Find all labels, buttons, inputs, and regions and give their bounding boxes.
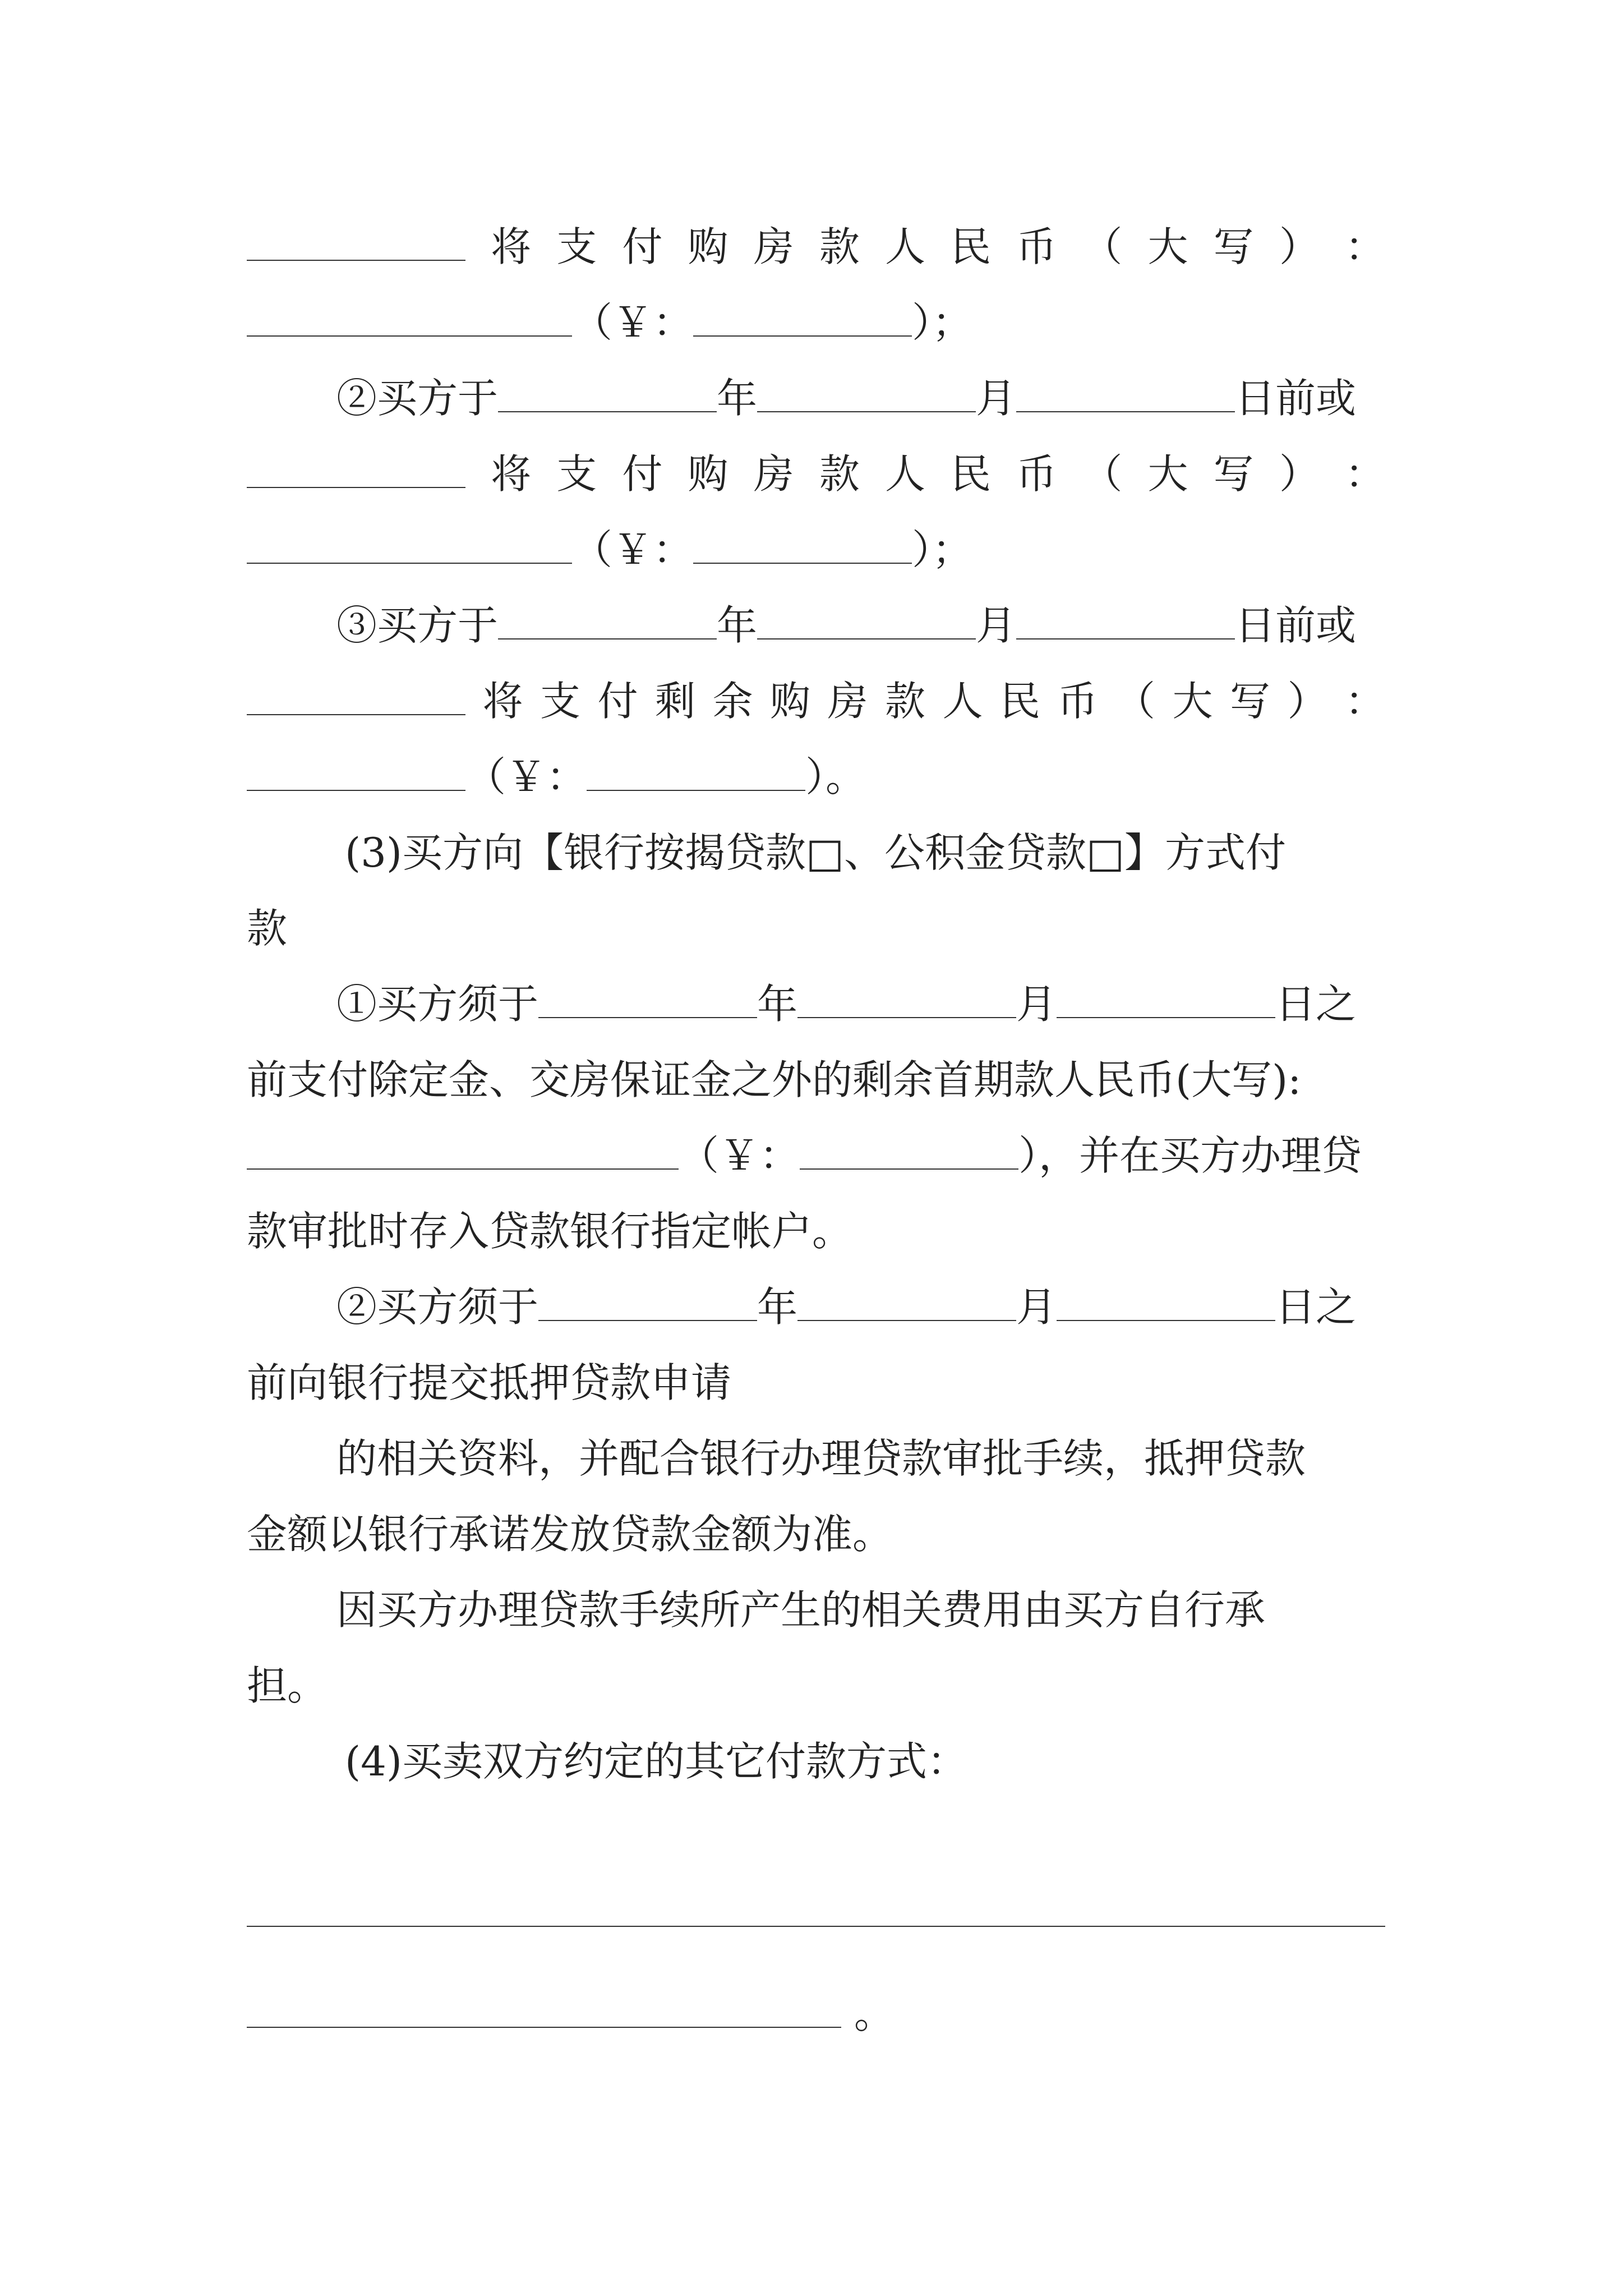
char: 大 [1147, 223, 1188, 270]
text-line-4 [247, 435, 1385, 513]
year-label: 年 [717, 602, 758, 649]
amount-close: ），并在买方办理贷 [1018, 1132, 1362, 1179]
clause-lead: ③买方于 [336, 602, 499, 649]
char: ： [1344, 450, 1385, 498]
fill-blank [247, 540, 572, 564]
amount-close: ）； [912, 299, 973, 346]
amount-open: （￥： [465, 753, 587, 800]
fill-blank [1057, 995, 1275, 1018]
text-line-11 [247, 965, 1385, 1043]
fill-blank [757, 389, 976, 412]
fill-blank [757, 616, 976, 639]
char: 币 [1057, 678, 1098, 725]
char: ） [1287, 678, 1328, 725]
char: 写 [1229, 678, 1270, 725]
day-label: 日之 [1275, 1283, 1357, 1331]
fill-blank [1057, 1297, 1275, 1321]
month-label: 月 [1016, 1283, 1057, 1331]
fill-blank [538, 1297, 757, 1321]
char: （ [1082, 223, 1123, 270]
text-line-16: 前向银行提交抵押贷款申请 [247, 1359, 732, 1406]
fill-blank [247, 767, 465, 791]
char: ） [1279, 450, 1320, 498]
clause-lead: ①买方须于 [336, 981, 539, 1028]
day-label: 日前或 [1235, 375, 1357, 422]
fill-blank [1016, 616, 1235, 639]
char: ： [1344, 678, 1385, 725]
month-label: 月 [1016, 981, 1057, 1028]
char: 款 [884, 678, 925, 725]
fill-blank [800, 1146, 1018, 1170]
day-label: 日前或 [1235, 602, 1357, 649]
char: 支 [556, 450, 597, 498]
char: 写 [1213, 450, 1254, 498]
amount-close: ）； [912, 526, 973, 573]
char: 付 [597, 678, 638, 725]
fill-blank [247, 237, 465, 261]
amount-open: （￥： [572, 526, 694, 573]
fill-blank [693, 313, 912, 337]
char: 购 [769, 678, 810, 725]
text-line-13 [247, 1116, 1385, 1195]
fill-blank [797, 995, 1016, 1018]
char: 购 [688, 450, 728, 498]
char: 付 [622, 450, 663, 498]
month-label: 月 [976, 375, 1017, 422]
text-line-5 [247, 510, 1385, 589]
month-label: 月 [976, 602, 1017, 649]
char: 购 [688, 223, 728, 270]
fill-blank [538, 995, 757, 1018]
char: 人 [942, 678, 983, 725]
text-line-17: 的相关资料，并配合银行办理贷款审批手续，抵押贷款 [336, 1435, 1306, 1482]
clause-lead: ②买方须于 [336, 1283, 539, 1331]
text-line-19: 因买方办理贷款手续所产生的相关费用由买方自行承 [336, 1586, 1266, 1634]
text-line-3 [247, 359, 1385, 438]
text-line-9: (3)买方向【银行按揭贷款□、公积金贷款□】方式付 [345, 829, 1287, 876]
fill-blank [498, 389, 717, 412]
text-line-23 [247, 1975, 1385, 2053]
char: 房 [753, 450, 794, 498]
char: （ [1082, 450, 1123, 498]
char: 款 [819, 450, 860, 498]
fill-blank [797, 1297, 1016, 1321]
clause-lead: ②买方于 [336, 375, 499, 422]
char: 支 [540, 678, 580, 725]
fill-blank [247, 1146, 679, 1170]
end-period: 。 [854, 1990, 895, 2037]
char: 民 [951, 223, 992, 270]
year-label: 年 [717, 375, 758, 422]
char: 剩 [654, 678, 695, 725]
char: 房 [827, 678, 868, 725]
fill-blank-long [247, 1916, 1385, 1927]
char: 民 [951, 450, 992, 498]
char: 人 [884, 450, 925, 498]
char: 余 [712, 678, 753, 725]
fill-blank [247, 313, 572, 337]
text-line-12: 前支付除定金、交房保证金之外的剩余首期款人民币(大写): [247, 1056, 1302, 1103]
text-line-18: 金额以银行承诺发放贷款金额为准。 [247, 1511, 893, 1558]
year-label: 年 [757, 981, 798, 1028]
char: ） [1279, 223, 1320, 270]
amount-close: ）。 [805, 753, 866, 800]
text-line-8 [247, 738, 1385, 816]
day-label: 日之 [1275, 981, 1357, 1028]
char: 将 [491, 223, 532, 270]
char: 币 [1016, 450, 1057, 498]
text-line-10: 款 [247, 905, 288, 952]
char: 大 [1147, 450, 1188, 498]
char: 支 [556, 223, 597, 270]
fill-blank [247, 2004, 841, 2028]
year-label: 年 [757, 1283, 798, 1331]
char: 将 [491, 450, 532, 498]
text-line-21: (4)买卖双方约定的其它付款方式： [345, 1738, 967, 1785]
text-line-2 [247, 283, 1385, 362]
char: （ [1114, 678, 1155, 725]
fill-blank [247, 464, 465, 488]
fill-blank [693, 540, 912, 564]
amount-open: （￥： [572, 299, 694, 346]
char: 房 [753, 223, 794, 270]
text-line-7 [247, 662, 1385, 740]
text-line-1 [247, 208, 1385, 286]
char: 大 [1172, 678, 1213, 725]
char: 写 [1213, 223, 1254, 270]
char: 币 [1016, 223, 1057, 270]
char: 人 [884, 223, 925, 270]
amount-open: （￥： [679, 1132, 800, 1179]
text-line-15 [247, 1268, 1385, 1346]
text-line-6 [247, 586, 1385, 665]
fill-blank [587, 767, 805, 791]
fill-blank [1016, 389, 1235, 412]
char: 将 [482, 678, 523, 725]
fill-blank [247, 692, 465, 715]
char: 款 [819, 223, 860, 270]
fill-blank [498, 616, 717, 639]
char: 民 [999, 678, 1040, 725]
text-line-20: 担。 [247, 1662, 328, 1709]
char: 付 [622, 223, 663, 270]
char: ： [1344, 223, 1385, 270]
text-line-14: 款审批时存入贷款银行指定帐户。 [247, 1208, 853, 1255]
